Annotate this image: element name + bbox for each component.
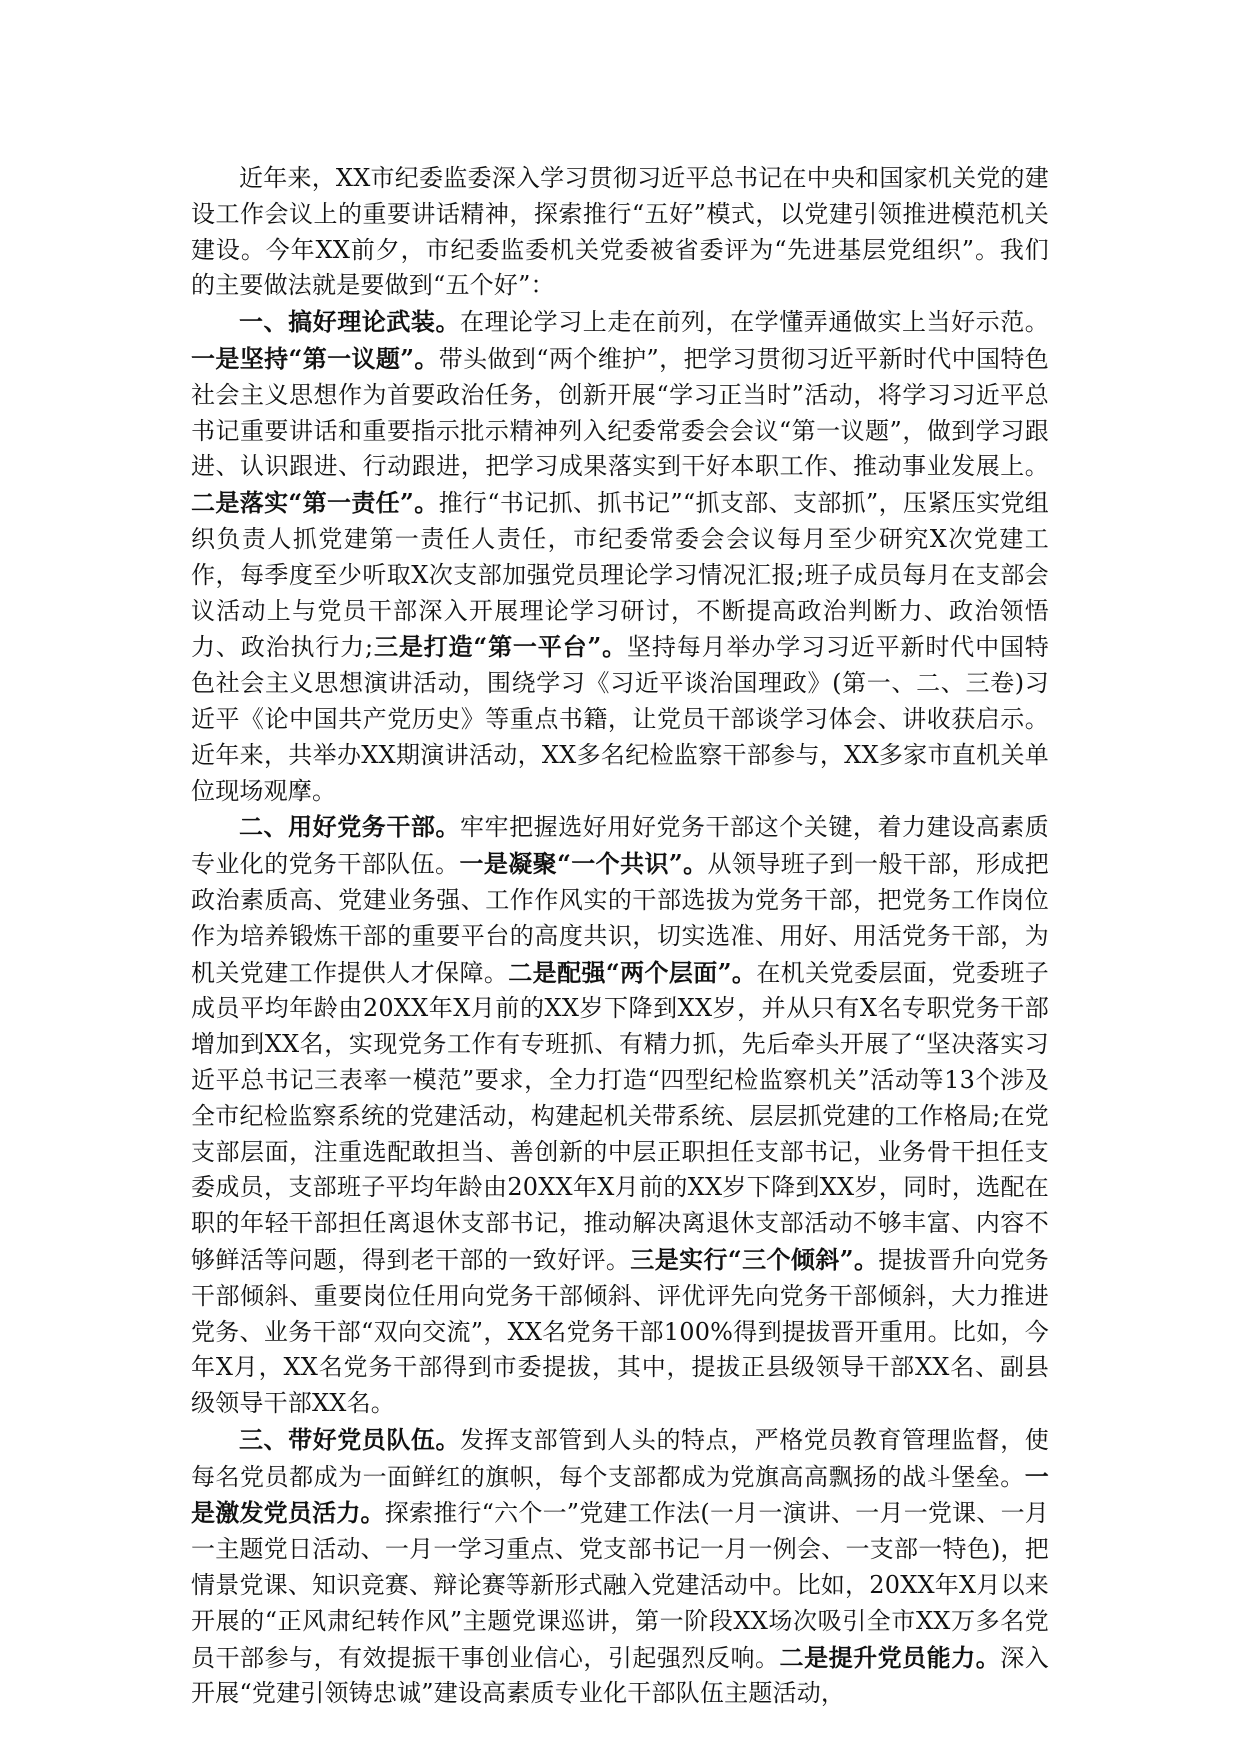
subpoint-heading: 二是配强“两个层面”。 (508, 957, 757, 987)
text-run: 从领导班子到一般干部，形成把政治素质高、党建业务强、工作作风实的干部选拔为党务干部，把党务工作岗位作为培养锻炼干部的重要平台的高度共识，切实选准、用好、用活党务干部，为机关党建工作提供人才保障。 (191, 850, 1049, 987)
section-heading: 三、带好党员队伍。 (239, 1424, 460, 1454)
text-run: 提拔晋升向党务干部倾斜、重要岗位任用向党务干部倾斜、评优评先向党务干部倾斜，大力推进党务、业务干部“双向交流”，XX名党务干部100%得到提拔晋开重用。比如，今年X月，XX名党务干部得到市委提拔，其中，提拔正县级领导干部XX名、副县级领导干部XX名。 (191, 1245, 1050, 1418)
section-heading: 二、用好党务干部。 (239, 812, 460, 842)
paragraph-intro (191, 161, 1049, 304)
text-run: 带头做到“两个维护”，把学习贯彻习近平新时代中国特色社会主义思想作为首要政治任务，创新开展“学习正当时”活动，将学习习近平总书记重要讲话和重要指示批示精神列入纪委常委会会议“第一议题”，做到学习跟进、认识跟进、行动跟进，把学习成果落实到干好本职工作、推动事业发展上。 (191, 344, 1049, 481)
subpoint-heading: 一是凝聚“一个共识”。 (459, 849, 708, 879)
subpoint-heading: 一是坚持“第一议题”。 (191, 343, 439, 373)
subpoint-heading: 二是提升党员能力。 (779, 1642, 1001, 1672)
subpoint-heading: 三是打造“第一平台”。 (373, 632, 628, 662)
text-run: 近年来，XX市纪委监委深入学习贯彻习近平总书记在中央和国家机关党的建设工作会议上的重要讲话精神，探索推行“五好”模式，以党建引领推进模范机关建设。今年XX前夕，市纪委监委机关党委被省委评为“先进基层党组织”。我们的主要做法就是要做到“五个好”： (191, 164, 1049, 300)
paragraph-section-2 (191, 809, 1049, 1422)
text-run: 深入开展“党建引领铸忠诚”建设高素质专业化干部队伍主题活动， (191, 1643, 1049, 1708)
document-body (191, 161, 1049, 1712)
subpoint-heading: 一是激发党员活力。 (191, 1461, 1049, 1528)
subpoint-heading: 三是实行“三个倾斜”。 (630, 1244, 879, 1274)
text-run: 在机关党委层面，党委班子成员平均年龄由20XX年X月前的XX岁下降到XX岁，并从只有X名专职党务干部增加到XX名，实现党务工作有专班抓、有精力抓，先后牵头开展了“坚决落实习近平总书记三表率一模范”要求，全力打造“四型纪检监察机关”活动等13个涉及全市纪检监察系统的党建活动，构建起机关带系统、层层抓党建的工作格局;在党支部层面，注重选配敢担当、善创新的中层正职担任支部书记，业务骨干担任支委成员，支部班子平均年龄由20XX年X月前的XX岁下降到XX岁，同时，选配在职的年轻干部担任离退休支部书记，推动解决离退休支部活动不够丰富、内容不够鲜活等问题，得到老干部的一致好评。 (191, 958, 1049, 1274)
paragraph-section-1 (191, 304, 1049, 809)
text-run: 牢牢把握选好用好党务干部这个关键，着力建设高素质专业化的党务干部队伍。 (191, 813, 1049, 879)
text-run: 在理论学习上走在前列，在学懂弄通做实上当好示范。 (460, 308, 1049, 337)
text-run: 发挥支部管到人头的特点，严格党员教育管理监督，使每名党员都成为一面鲜红的旗帜，每个支部都成为党旗高高飘扬的战斗堡垒。 (191, 1425, 1049, 1491)
paragraph-section-3 (191, 1422, 1049, 1712)
text-run: 推行“书记抓、抓书记”“抓支部、支部抓”，压紧压实党组织负责人抓党建第一责任人责任，市纪委常委会会议每月至少研究X次党建工作，每季度至少听取X次支部加强党员理论学习情况汇报;班子成员每月在支部会议活动上与党员干部深入开展理论学习研讨，不断提高政治判断力、政治领悟力、政治执行力; (191, 489, 1049, 662)
text-run: 坚持每月举办学习习近平新时代中国特色社会主义思想演讲活动，围绕学习《习近平谈治国理政》(第一、二、三卷)习近平《论中国共产党历史》等重点书籍，让党员干部谈学习体会、讲收获启示。近年来，共举办XX期演讲活动，XX多名纪检监察干部参与，XX多家市直机关单位现场观摩。 (191, 633, 1050, 805)
subpoint-heading: 二是落实“第一责任”。 (191, 488, 439, 518)
text-run: 探索推行“六个一”党建工作法(一月一演讲、一月一党课、一月一主题党日活动、一月一学习重点、党支部书记一月一例会、一支部一特色)，把情景党课、知识竞赛、辩论赛等新形式融入党建活动中。比如，20XX年X月以来开展的“正风肃纪转作风”主题党课巡讲，第一阶段XX场次吸引全市XX万多名党员干部参与，有效提振干事创业信心，引起强烈反响。 (191, 1499, 1050, 1672)
section-heading: 一、搞好理论武装。 (239, 307, 460, 337)
